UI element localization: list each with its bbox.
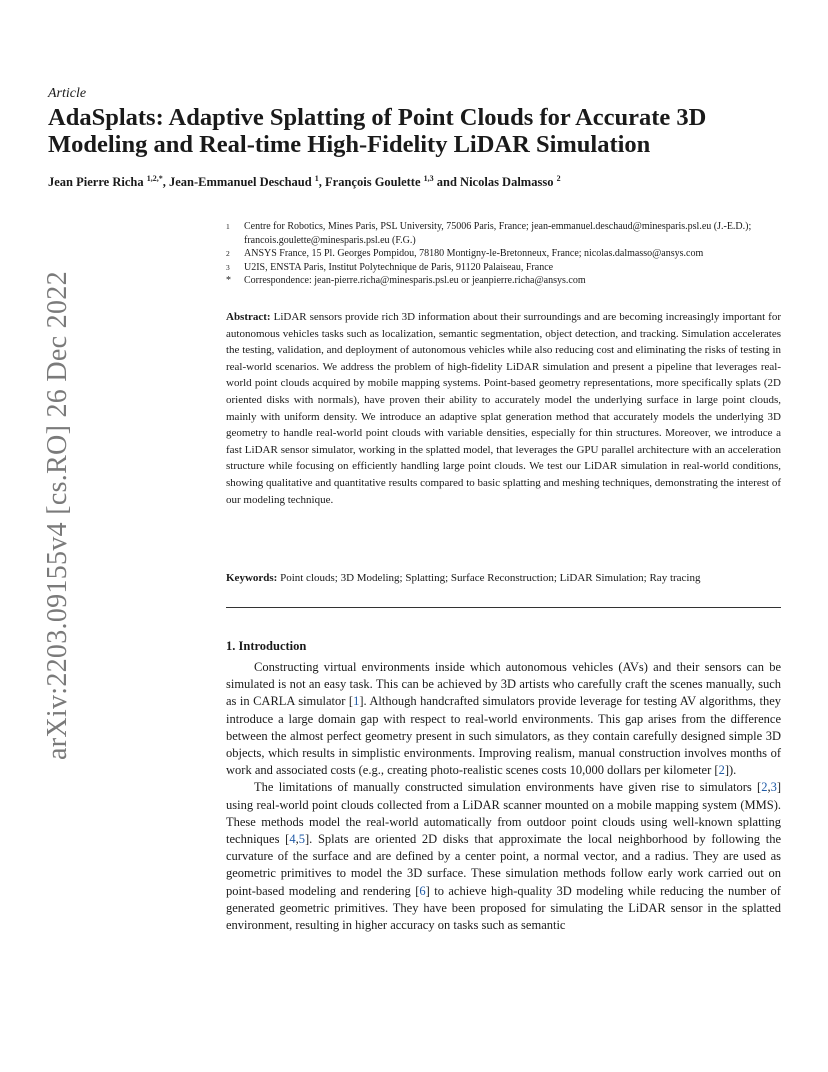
abstract-label: Abstract: bbox=[226, 311, 271, 323]
paragraph: The limitations of manually constructed simulation environments have given rise to simulators [2,3] using real-world point clouds collected from a LiDAR scanner mounted on a mobile mapping system (MMS). These methods model the real-world automatically from outdoor point clouds using well-known splatting techniques [4,5]. Splats are oriented 2D disks that approximate the local neighborhood by following the curvature of the surface and are defined by a center point, a normal vector, and a radius. They are used as geometric primitives to model the 3D surface. These simulation methods follow early work carried out on point-based modeling and rendering [6] to achieve high-quality 3D modeling while reducing the number of generated geometric primitives. They have been proposed for simulating the LiDAR sensor in the splatted environment, resulting in higher accuracy on tasks such as semantic bbox=[226, 780, 781, 933]
affiliation-mark: 2 bbox=[226, 249, 230, 259]
author-name: Jean-Emmanuel Deschaud bbox=[168, 175, 312, 190]
keywords bbox=[226, 572, 781, 584]
affiliation-item bbox=[226, 247, 786, 261]
citation-link[interactable]: 6 bbox=[419, 883, 426, 898]
affiliation-item bbox=[226, 220, 786, 247]
author-affiliation-mark: 2 bbox=[556, 174, 561, 183]
author-name: François Goulette bbox=[325, 175, 421, 190]
affiliation-item bbox=[226, 274, 786, 288]
citation-link[interactable]: 2 bbox=[718, 763, 725, 778]
arxiv-identifier[interactable]: arXiv:2203.09155v4 [cs.RO] 26 Dec 2022 bbox=[42, 271, 73, 760]
citation-link[interactable]: 1 bbox=[353, 694, 360, 709]
affiliation-text: Centre for Robotics, Mines Paris, PSL University, 75006 Paris, France; jean-emmanuel.deschaud@minesparis.psl.eu (J.-E.D.); francois.goulette@minesparis.psl.eu (F.G.) bbox=[244, 221, 752, 246]
author-affiliation-mark: 1,2,* bbox=[146, 174, 163, 183]
abstract-text: LiDAR sensors provide rich 3D information about their surroundings and are becoming increasingly important for autonomous vehicles tasks such as localization, semantic segmentation, object detection, and tracking. Simulation accelerates the testing, validation, and deployment of autonomous vehicles while also reducing cost and eliminating the risks of testing in real-world scenarios. We address the problem of high-fidelity LiDAR simulation and present a pipeline that leverages real-world point clouds acquired by mobile mapping systems. Point-based geometry representations, more specifically splats (2D oriented disks with normals), have proven their ability to accurately model the underlying surface in large point clouds, mainly with uniform density. We introduce an adaptive splat generation method that accurately models the underlying 3D geometry to handle real-world point clouds with variable densities, especially for thin structures. Moreover, we introduce a fast LiDAR sensor simulator, working in the splatted model, that leverages the GPU parallel architecture with an acceleration structure while focusing on efficiently handling large point clouds. We test our LiDAR simulation in real-world conditions, showing qualitative and quantitative results compared to basic splatting and meshing techniques, demonstrating the interest of our modeling technique. bbox=[226, 311, 781, 506]
article-type: Article bbox=[48, 86, 87, 101]
citation-link[interactable]: 5 bbox=[298, 832, 305, 847]
affiliation-mark: 1 bbox=[226, 222, 230, 231]
author-list: Jean Pierre Richa $^{1,2,*}$, Jean-Emmanuel Deschaud $^1$, François Goulette $^{1,3}$ and Nicolas Dalmasso $^2$ bbox=[48, 174, 561, 190]
author-name: Nicolas Dalmasso bbox=[460, 175, 554, 190]
affiliation-text: U2IS, ENSTA Paris, Institut Polytechnique de Paris, 91120 Palaiseau, France bbox=[244, 261, 554, 273]
section-divider bbox=[226, 607, 781, 608]
citation-link[interactable]: 2 bbox=[761, 780, 768, 795]
citation-link[interactable]: 4 bbox=[289, 832, 296, 847]
author-name: Jean Pierre Richa bbox=[48, 175, 144, 190]
section-body bbox=[226, 659, 781, 934]
paper-title: AdaSplats: Adaptive Splatting of Point Clouds for Accurate 3D Modeling and Real-time High-Fidelity LiDAR Simulation bbox=[48, 104, 707, 158]
affiliation-item bbox=[226, 261, 786, 275]
affiliation-text: ANSYS France, 15 Pl. Georges Pompidou, 78180 Montigny-le-Bretonneux, France; nicolas.dalmasso@ansys.com bbox=[244, 248, 704, 260]
correspondence-text: Correspondence: jean-pierre.richa@minesparis.psl.eu or jeanpierre.richa@ansys.com bbox=[244, 275, 586, 287]
affiliation-mark: 3 bbox=[226, 262, 230, 272]
paragraph: Constructing virtual environments inside which autonomous vehicles (AVs) and their sensors can be simulated is not an easy task. This can be achieved by 3D artists who carefully craft the scenes manually, such as in CARLA simulator [1]. Although handcrafted simulators provide leverage for testing AV algorithms, they introduce a large domain gap with respect to real-world environments. This gap arises from the difference between the almost perfect geometry present in such simulators, as they contain carefully designed simple 3D objects, which results in simplistic environments. Improving realism, manual construction involves months of work and associated costs (e.g., creating photo-realistic scenes costs 10,000 dollars per kilometer [2]). bbox=[226, 660, 781, 778]
correspondence-mark: * bbox=[226, 275, 231, 287]
arxiv-sidebar bbox=[22, 271, 73, 760]
abstract bbox=[226, 309, 781, 508]
section-heading: 1. Introduction bbox=[226, 639, 307, 653]
keywords-text: Point clouds; 3D Modeling; Splatting; Surface Reconstruction; LiDAR Simulation; Ray tracing bbox=[280, 572, 701, 584]
author-affiliation-mark: 1 bbox=[314, 174, 319, 183]
author-affiliation-mark: 1,3 bbox=[423, 174, 434, 183]
affiliations bbox=[226, 220, 786, 288]
keywords-label: Keywords: bbox=[226, 572, 278, 584]
citation-link[interactable]: 3 bbox=[770, 780, 777, 795]
